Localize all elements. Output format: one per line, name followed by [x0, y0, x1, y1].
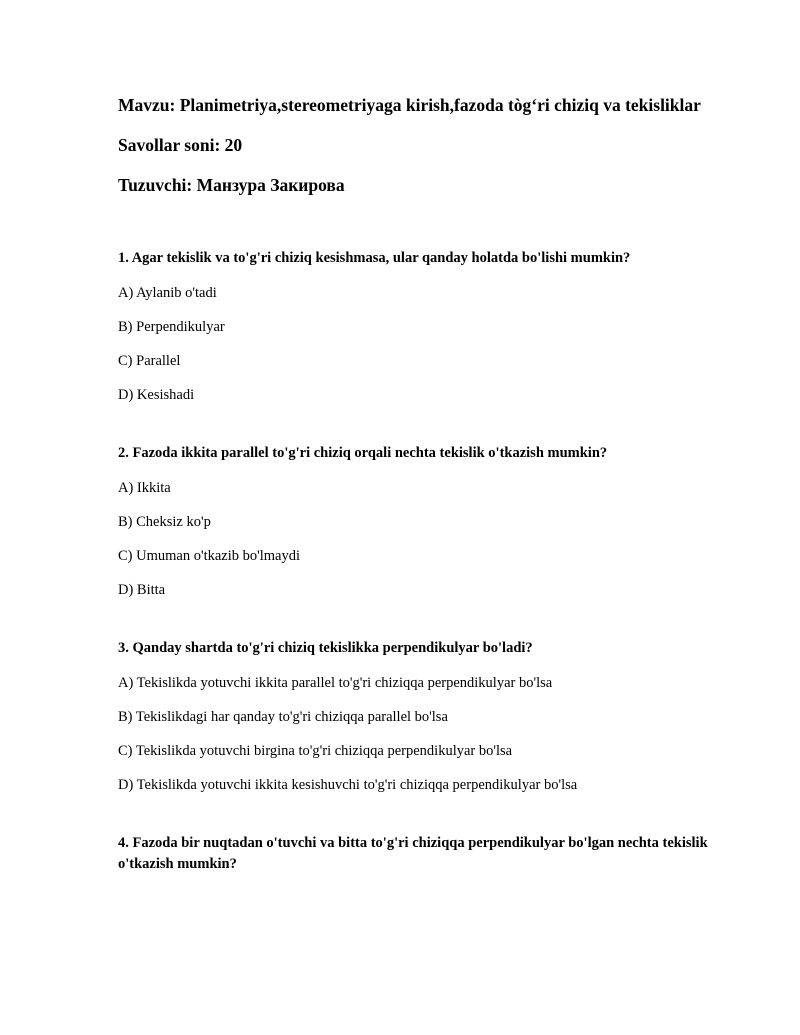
question-1 [118, 248, 718, 405]
answer-option-d: D) Kesishadi [118, 387, 195, 403]
answer-option-c: C) Tekislikda yotuvchi birgina to'g'ri chiziqqa perpendikulyar bo'lsa [118, 743, 513, 759]
question-text: 3. Qanday shartda to'g'ri chiziq tekislikka perpendikulyar bo'ladi? [118, 640, 533, 656]
document-page [118, 94, 718, 889]
question-3 [118, 638, 718, 795]
question-text: 4. Fazoda bir nuqtadan o'tuvchi va bitta to'g'ri chiziqqa perpendikulyar bo'lgan nechta tekislik o'tkazish mumkin? [118, 835, 708, 872]
answer-option-b: B) Tekislikdagi har qanday to'g'ri chiziqqa parallel bo'lsa [118, 709, 448, 725]
answer-option-a: A) Aylanib o'tadi [118, 285, 217, 301]
answer-option-d: D) Tekislikda yotuvchi ikkita kesishuvchi to'g'ri chiziqqa perpendikulyar bo'lsa [118, 777, 578, 793]
answer-option-a: A) Tekislikda yotuvchi ikkita parallel to'g'ri chiziqqa perpendikulyar bo'lsa [118, 675, 553, 691]
answer-option-c: C) Umuman o'tkazib bo'lmaydi [118, 548, 301, 564]
question-text: 1. Agar tekislik va to'g'ri chiziq kesishmasa, ular qanday holatda bo'lishi mumkin? [118, 250, 631, 266]
question-count: Savollar soni: 20 [118, 135, 243, 155]
question-4 [118, 833, 718, 875]
author-line: Tuzuvchi: Манзура Закирова [118, 175, 345, 195]
answer-option-d: D) Bitta [118, 582, 166, 598]
document-title: Mavzu: Planimetriya,stereometriyaga kirish,fazoda tòg‘ri chiziq va tekisliklar [118, 95, 701, 115]
answer-option-c: C) Parallel [118, 353, 181, 369]
answer-option-a: A) Ikkita [118, 480, 171, 496]
question-2 [118, 443, 718, 600]
answer-option-b: B) Perpendikulyar [118, 319, 225, 335]
answer-option-b: B) Cheksiz ko'p [118, 514, 211, 530]
question-text: 2. Fazoda ikkita parallel to'g'ri chiziq orqali nechta tekislik o'tkazish mumkin? [118, 445, 608, 461]
